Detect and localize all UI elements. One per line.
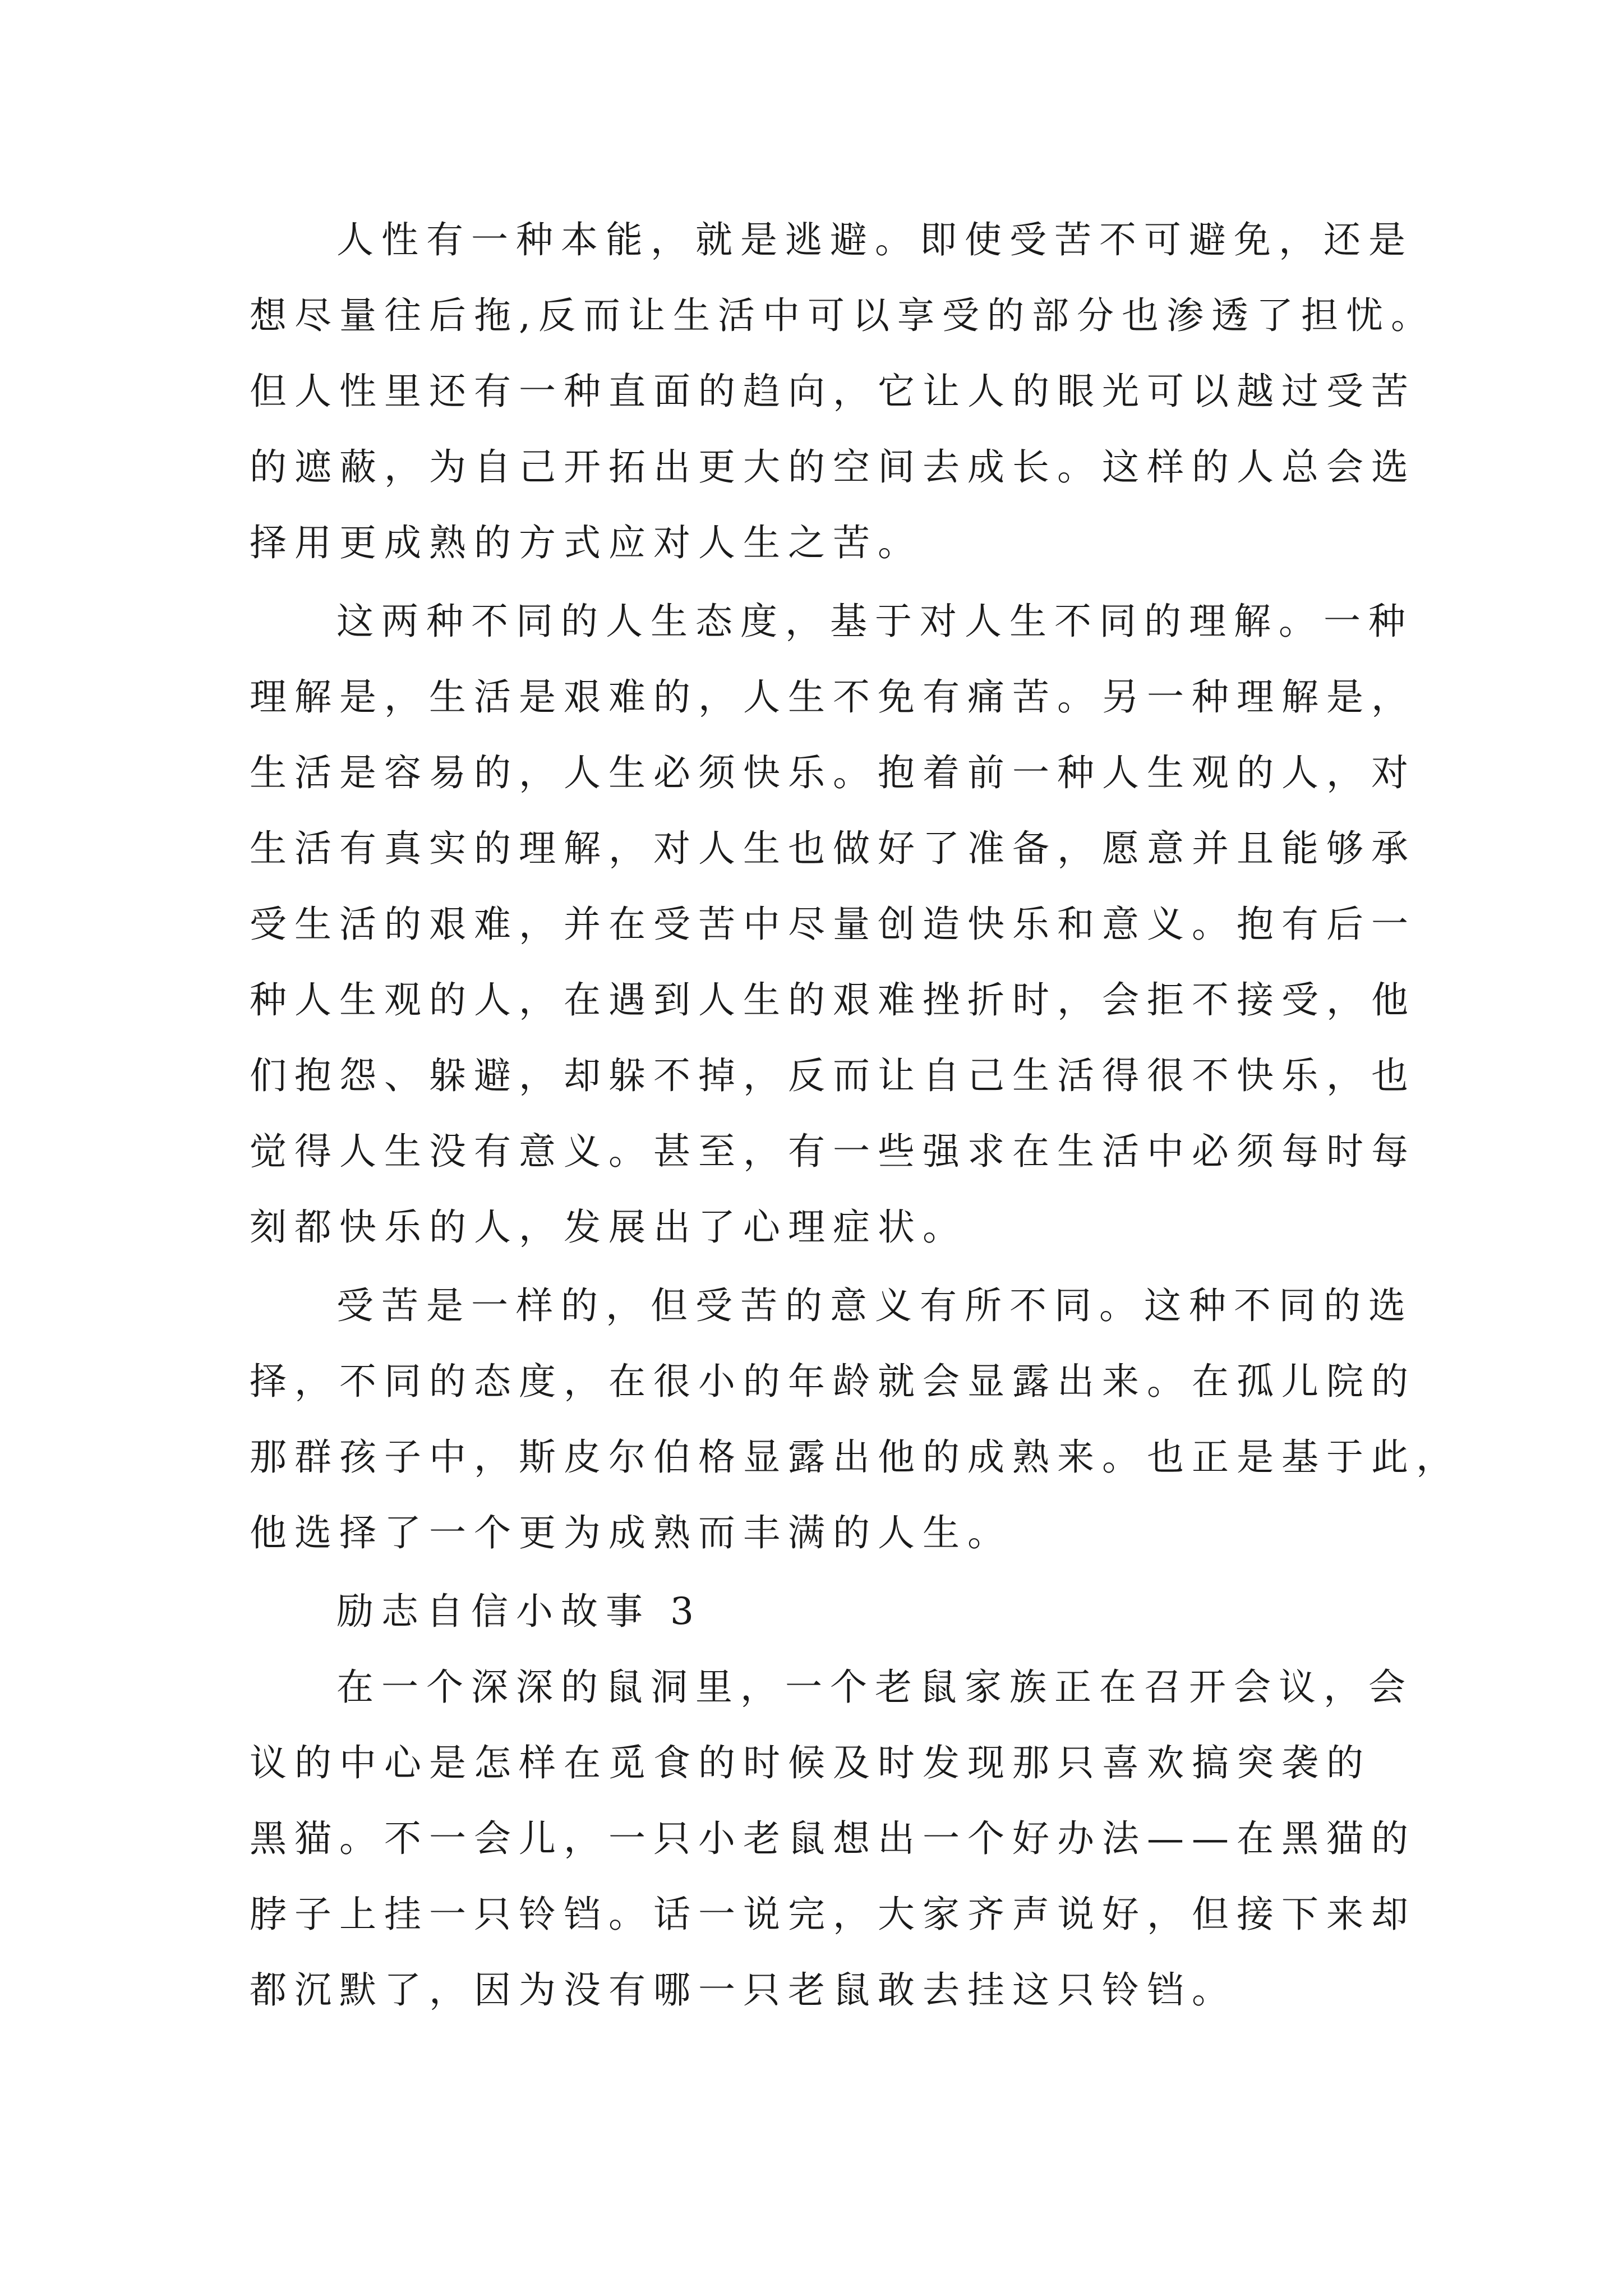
text-line: 他选择了一个更为成熟而丰满的人生。 bbox=[250, 1511, 1012, 1554]
text-line: 择用更成熟的方式应对人生之苦。 bbox=[250, 521, 923, 564]
text-line: 理解是，生活是艰难的，人生不免有痛苦。另一种理解是， bbox=[250, 675, 1416, 719]
text-line: 都沉默了，因为没有哪一只老鼠敢去挂这只铃铛。 bbox=[250, 1968, 1237, 2012]
text-line: 的遮蔽，为自己开拓出更大的空间去成长。这样的人总会选 bbox=[250, 445, 1416, 489]
text-line: 生活是容易的，人生必须快乐。抱着前一种人生观的人，对 bbox=[250, 751, 1416, 794]
text-line: 这两种不同的人生态度，基于对人生不同的理解。一种 bbox=[336, 600, 1413, 643]
text-line: 人性有一种本能，就是逃避。即使受苦不可避免，还是 bbox=[336, 218, 1413, 261]
text-line: 黑猫。不一会儿，一只小老鼠想出一个好办法——在黑猫的 bbox=[250, 1817, 1416, 1860]
text-line: 择，不同的态度，在很小的年龄就会显露出来。在孤儿院的 bbox=[250, 1360, 1416, 1403]
text-line: 受生活的艰难，并在受苦中尽量创造快乐和意义。抱有后一 bbox=[250, 903, 1416, 946]
text-line: 种人生观的人，在遇到人生的艰难挫折时，会拒不接受，他 bbox=[250, 978, 1416, 1022]
text-line: 那群孩子中，斯皮尔伯格显露出他的成熟来。也正是基于此， bbox=[250, 1435, 1461, 1479]
text-line: 议的中心是怎样在觅食的时候及时发现那只喜欢搞突袭的 bbox=[250, 1741, 1371, 1784]
text-line: 想尽量往后拖,反而让生活中可以享受的部分也渗透了担忧。 bbox=[250, 294, 1436, 337]
text-line: 们抱怨、躲避，却躲不掉，反而让自己生活得很不快乐，也 bbox=[250, 1054, 1416, 1097]
text-line: 受苦是一样的，但受苦的意义有所不同。这种不同的选 bbox=[336, 1284, 1413, 1327]
text-line: 刻都快乐的人，发展出了心理症状。 bbox=[250, 1205, 967, 1249]
section-heading: 励志自信小故事 3 bbox=[336, 1590, 702, 1633]
text-line: 但人性里还有一种直面的趋向，它让人的眼光可以越过受苦 bbox=[250, 370, 1416, 413]
text-line: 生活有真实的理解，对人生也做好了准备，愿意并且能够承 bbox=[250, 827, 1416, 870]
text-line: 在一个深深的鼠洞里，一个老鼠家族正在召开会议，会 bbox=[336, 1665, 1413, 1709]
text-line: 觉得人生没有意义。甚至，有一些强求在生活中必须每时每 bbox=[250, 1130, 1416, 1173]
text-line: 脖子上挂一只铃铛。话一说完，大家齐声说好，但接下来却 bbox=[250, 1893, 1416, 1936]
